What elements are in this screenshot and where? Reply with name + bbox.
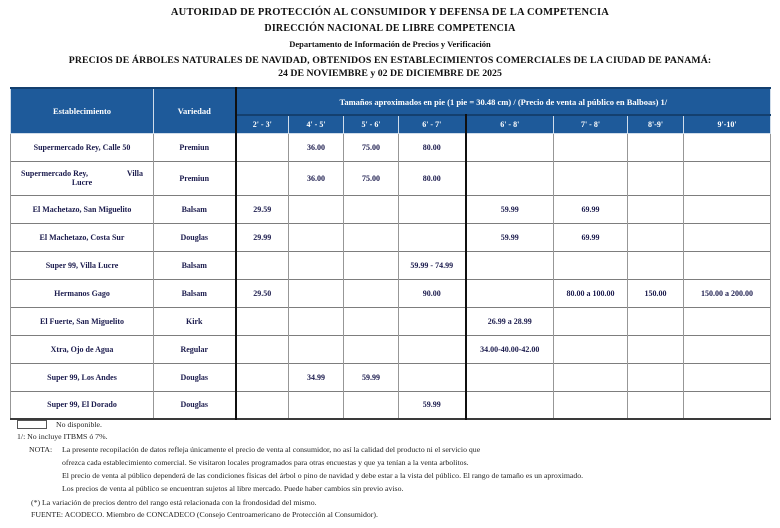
empty-cell-swatch — [17, 420, 47, 429]
price-cell — [289, 391, 344, 419]
nota-block — [29, 445, 773, 497]
price-cell — [344, 251, 399, 279]
price-cell — [554, 133, 628, 161]
price-cell — [236, 133, 289, 161]
table-row — [11, 363, 771, 391]
price-cell: 36.00 — [289, 133, 344, 161]
price-cell — [236, 307, 289, 335]
size-col-4-5: 4' - 5' — [289, 115, 344, 133]
table-row — [11, 161, 771, 195]
price-cell — [628, 335, 684, 363]
price-cell: 36.00 — [289, 161, 344, 195]
establecimiento-cell: El Fuerte, San Miguelito — [11, 307, 154, 335]
size-col-8-9: 8'-9' — [628, 115, 684, 133]
price-cell — [466, 133, 554, 161]
variedad-cell: Balsam — [154, 279, 236, 307]
price-cell — [236, 363, 289, 391]
size-col-7-8: 7' - 8' — [554, 115, 628, 133]
price-cell — [628, 161, 684, 195]
variedad-cell: Premiun — [154, 161, 236, 195]
variedad-cell: Balsam — [154, 251, 236, 279]
footnotes-block — [17, 432, 773, 519]
price-cell — [399, 223, 466, 251]
price-cell — [399, 195, 466, 223]
table-row — [11, 279, 771, 307]
price-cell: 69.99 — [554, 223, 628, 251]
variedad-cell: Douglas — [154, 363, 236, 391]
price-cell — [628, 307, 684, 335]
price-cell — [289, 335, 344, 363]
price-cell — [628, 251, 684, 279]
nota-line-2: ofrezca cada establecimiento comercial. Se visitaron locales programados para otras encuestas y que ya tenían a la venta arbolitos. — [62, 457, 469, 467]
price-cell — [236, 161, 289, 195]
price-cell — [554, 251, 628, 279]
nota-line-4: Los precios de venta al público se encuentran sujetos al libre mercado. Puede haber cambios sin previo aviso. — [62, 483, 404, 493]
price-cell: 69.99 — [554, 195, 628, 223]
nota-label: NOTA: — [29, 444, 53, 454]
price-cell — [399, 307, 466, 335]
source-note: FUENTE: ACODECO. Miembro de CONCADECO (Consejo Centroamericano de Protección al Consumidor). — [31, 510, 378, 519]
table-row — [11, 195, 771, 223]
price-cell — [289, 251, 344, 279]
table-row — [11, 133, 771, 161]
variedad-cell: Kirk — [154, 307, 236, 335]
size-col-6-7: 6' - 7' — [399, 115, 466, 133]
price-cell: 34.00-40.00-42.00 — [466, 335, 554, 363]
price-cell — [628, 195, 684, 223]
price-cell — [684, 223, 771, 251]
variedad-cell: Regular — [154, 335, 236, 363]
variedad-cell: Premiun — [154, 133, 236, 161]
itbms-note: 1/: No incluye ITBMS ó 7%. — [17, 432, 108, 441]
size-col-2-3: 2' - 3' — [236, 115, 289, 133]
price-cell: 59.99 — [344, 363, 399, 391]
table-row — [11, 251, 771, 279]
price-cell — [289, 223, 344, 251]
price-cell: 80.00 a 100.00 — [554, 279, 628, 307]
report-title: PRECIOS DE ÁRBOLES NATURALES DE NAVIDAD, OBTENIDOS EN ESTABLECIMIENTOS COMERCIALES DE LA CIUDAD DE PANAMÁ: — [68, 55, 712, 66]
establecimiento-cell: Supermercado Rey, Villa Lucre — [11, 161, 154, 195]
establecimiento-cell: Super 99, El Dorado — [11, 391, 154, 419]
document-header — [0, 0, 780, 79]
establecimiento-cell: El Machetazo, San Miguelito — [11, 195, 154, 223]
price-cell: 59.99 — [466, 223, 554, 251]
department-subtitle: Departamento de Información de Precios y Verificación — [289, 39, 491, 49]
table-header-row-main — [11, 88, 771, 115]
price-cell: 59.99 - 74.99 — [399, 251, 466, 279]
price-cell — [344, 279, 399, 307]
price-cell — [344, 391, 399, 419]
price-cell — [466, 251, 554, 279]
price-cell — [684, 133, 771, 161]
price-cell — [344, 307, 399, 335]
price-cell — [466, 363, 554, 391]
price-cell: 59.99 — [466, 195, 554, 223]
price-cell — [684, 161, 771, 195]
price-cell — [466, 279, 554, 307]
price-cell — [684, 335, 771, 363]
price-cell: 150.00 a 200.00 — [684, 279, 771, 307]
price-cell — [344, 195, 399, 223]
nota-line-1: La presente recopilación de datos refleja únicamente el precio de venta al consumidor, no así la calidad del producto ni el servicio que — [62, 444, 481, 454]
direction-title: DIRECCIÓN NACIONAL DE LIBRE COMPETENCIA — [264, 23, 516, 34]
column-header-establecimiento: Establecimiento — [11, 88, 154, 133]
price-cell: 29.59 — [236, 195, 289, 223]
price-cell — [554, 335, 628, 363]
price-cell: 59.99 — [399, 391, 466, 419]
establecimiento-cell: Super 99, Villa Lucre — [11, 251, 154, 279]
size-col-6-8: 6' - 8' — [466, 115, 554, 133]
price-cell — [344, 335, 399, 363]
nota-line-3: El precio de venta al público dependerá de las condiciones físicas del árbol o pino de navidad y debe estar a la vista del público. El rango de tamaño es un aproximado. — [62, 470, 584, 480]
table-row — [11, 391, 771, 419]
price-cell — [684, 307, 771, 335]
price-cell: 150.00 — [628, 279, 684, 307]
price-cell — [628, 133, 684, 161]
price-cell — [399, 363, 466, 391]
price-cell — [684, 363, 771, 391]
report-dates: 24 DE NOVIEMBRE y 02 DE DICIEMBRE DE 2025 — [278, 68, 502, 79]
price-cell — [628, 363, 684, 391]
price-cell — [628, 223, 684, 251]
price-cell — [236, 335, 289, 363]
price-cell — [628, 391, 684, 419]
price-cell — [684, 195, 771, 223]
price-cell: 75.00 — [344, 161, 399, 195]
price-cell — [466, 391, 554, 419]
size-col-9-10: 9'-10' — [684, 115, 771, 133]
legend-label: No disponible. — [56, 420, 102, 429]
price-cell — [289, 195, 344, 223]
column-header-variedad: Variedad — [154, 88, 236, 133]
establecimiento-cell: Supermercado Rey, Calle 50 — [11, 133, 154, 161]
price-cell — [289, 307, 344, 335]
establecimiento-cell: Super 99, Los Andes — [11, 363, 154, 391]
price-cell — [344, 223, 399, 251]
column-header-sizes: Tamaños aproximados en pie (1 pie = 30.48 cm) / (Precio de venta al público en Balboas) 1/ — [236, 88, 771, 115]
price-cell: 75.00 — [344, 133, 399, 161]
variedad-cell: Douglas — [154, 223, 236, 251]
price-cell — [554, 161, 628, 195]
establecimiento-cell: El Machetazo, Costa Sur — [11, 223, 154, 251]
price-cell — [554, 363, 628, 391]
price-cell: 90.00 — [399, 279, 466, 307]
price-cell: 29.99 — [236, 223, 289, 251]
legend-no-disponible — [17, 420, 102, 429]
price-cell — [236, 391, 289, 419]
authority-title: AUTORIDAD DE PROTECCIÓN AL CONSUMIDOR Y DEFENSA DE LA COMPETENCIA — [170, 7, 610, 18]
size-col-5-6: 5' - 6' — [344, 115, 399, 133]
price-cell: 26.99 a 28.99 — [466, 307, 554, 335]
establecimiento-cell: Xtra, Ojo de Agua — [11, 335, 154, 363]
prices-table — [10, 87, 771, 420]
table-row — [11, 223, 771, 251]
price-cell — [289, 279, 344, 307]
nota-lines — [62, 445, 583, 497]
variedad-cell: Douglas — [154, 391, 236, 419]
variedad-cell: Balsam — [154, 195, 236, 223]
price-cell: 80.00 — [399, 161, 466, 195]
price-cell: 80.00 — [399, 133, 466, 161]
establecimiento-cell: Hermanos Gago — [11, 279, 154, 307]
price-cell — [466, 161, 554, 195]
price-cell — [554, 307, 628, 335]
price-cell — [236, 251, 289, 279]
asterisk-note: (*) La variación de precios dentro del rango está relacionada con la frondosidad del mismo. — [31, 497, 317, 507]
price-cell — [554, 391, 628, 419]
price-cell: 34.99 — [289, 363, 344, 391]
price-cell — [399, 335, 466, 363]
price-cell — [684, 391, 771, 419]
price-cell: 29.50 — [236, 279, 289, 307]
price-cell — [684, 251, 771, 279]
table-row — [11, 335, 771, 363]
table-row — [11, 307, 771, 335]
